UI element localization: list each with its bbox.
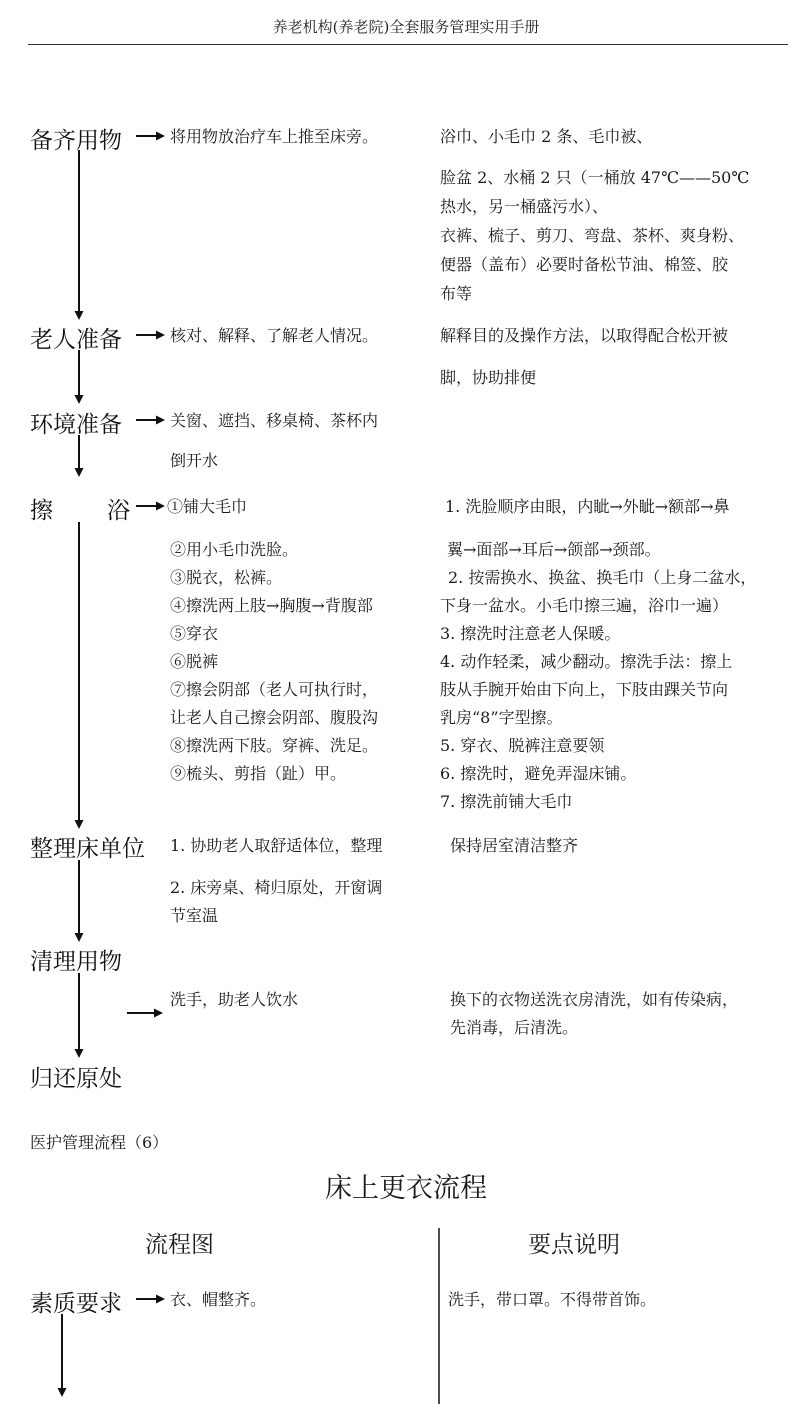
action-env-2: 倒开水 bbox=[170, 451, 219, 470]
section-label: 医护管理流程（6） bbox=[30, 1133, 169, 1152]
bath-action-3: ③脱衣，松裤。 bbox=[170, 568, 283, 587]
note-clean-1: 换下的衣物送洗衣房清洗，如有传染病， bbox=[450, 990, 739, 1009]
bath-note-9: 5. 穿衣、脱裤注意要领 bbox=[440, 736, 605, 755]
note-items-2: 脸盆 2、水桶 2 只（一桶放 47℃——50℃ bbox=[440, 168, 750, 187]
note-bed: 保持居室清洁整齐 bbox=[450, 836, 579, 855]
note-elder-1: 解释目的及操作方法，以取得配合松开被 bbox=[440, 326, 729, 345]
step-bath-1: 擦 bbox=[30, 498, 53, 524]
bath-action-6: ⑥脱裤 bbox=[170, 652, 219, 671]
bath-note-6: 4. 动作轻柔，减少翻动。擦洗手法：擦上 bbox=[440, 652, 733, 671]
bed-action-2: 2. 床旁桌、椅归原处，开窗调 bbox=[170, 878, 383, 897]
bath-note-8: 乳房“8”字型擦。 bbox=[440, 708, 563, 727]
bath-action-7: ⑦擦会阴部（老人可执行时， bbox=[170, 680, 379, 699]
note-items-3: 热水，另一桶盛污水）、 bbox=[440, 197, 609, 216]
action-prepare-items: 将用物放治疗车上推至床旁。 bbox=[170, 127, 379, 146]
bath-note-10: 6. 擦洗时，避免弄湿床铺。 bbox=[440, 764, 637, 783]
note-elder-2: 脚，协助排便 bbox=[440, 368, 537, 387]
note-items-4: 衣裤、梳子、剪刀、弯盘、茶杯、爽身粉、 bbox=[440, 226, 745, 245]
step-return: 归还原处 bbox=[30, 1066, 122, 1092]
bed-action-1: 1. 协助老人取舒适体位，整理 bbox=[170, 836, 383, 855]
bath-note-2: 翼→面部→耳后→颌部→颈部。 bbox=[447, 540, 661, 559]
bath-action-4: ④擦洗两上肢→胸腹→背腹部 bbox=[170, 596, 373, 615]
action-quality: 衣、帽整齐。 bbox=[170, 1290, 267, 1309]
bath-note-1: 1. 洗脸顺序由眼，内眦→外眦→额部→鼻 bbox=[445, 497, 730, 516]
bed-action-3: 节室温 bbox=[170, 906, 219, 925]
step-make-bed: 整理床单位 bbox=[30, 836, 145, 862]
bath-action-8: 让老人自己擦会阴部、腹股沟 bbox=[170, 708, 379, 727]
note-clean-2: 先消毒，后清洗。 bbox=[450, 1018, 579, 1037]
bath-note-3: 2. 按需换水、换盆、换毛巾（上身二盆水， bbox=[448, 568, 757, 587]
bath-action-2: ②用小毛巾洗脸。 bbox=[170, 540, 299, 559]
bath-note-5: 3. 擦洗时注意老人保暖。 bbox=[440, 624, 621, 643]
page-title: 床上更衣流程 bbox=[325, 1173, 487, 1204]
note-items-6: 布等 bbox=[440, 284, 473, 303]
note-items-5: 便器（盖布）必要时备松节油、棉签、胶 bbox=[440, 255, 729, 274]
page-header: 养老机构(养老院)全套服务管理实用手册 bbox=[272, 18, 540, 36]
column-header-notes: 要点说明 bbox=[528, 1232, 620, 1258]
note-quality: 洗手，带口罩。不得带首饰。 bbox=[448, 1290, 657, 1309]
bath-action-1: ①铺大毛巾 bbox=[167, 497, 248, 516]
bath-note-11: 7. 擦洗前铺大毛巾 bbox=[440, 792, 573, 811]
bath-action-5: ⑤穿衣 bbox=[170, 624, 219, 643]
bath-action-9: ⑧擦洗两下肢。穿裤、洗足。 bbox=[170, 736, 379, 755]
bath-note-4: 下身一盆水。小毛巾擦三遍，浴巾一遍） bbox=[440, 596, 729, 615]
step-prepare-elder: 老人准备 bbox=[30, 327, 122, 353]
step-quality: 素质要求 bbox=[30, 1291, 122, 1317]
step-prepare-items: 备齐用物 bbox=[30, 128, 122, 154]
bath-action-10: ⑨梳头、剪指（趾）甲。 bbox=[170, 764, 347, 783]
step-clean-items: 清理用物 bbox=[30, 949, 122, 975]
note-items-1: 浴巾、小毛巾 2 条、毛巾被、 bbox=[440, 127, 653, 146]
column-header-flow: 流程图 bbox=[145, 1232, 214, 1258]
bath-note-7: 肢从手腕开始由下向上，下肢由踝关节向 bbox=[440, 680, 729, 699]
step-prepare-env: 环境准备 bbox=[30, 412, 122, 438]
action-env-1: 关窗、遮挡、移桌椅、茶杯内 bbox=[170, 411, 379, 430]
clean-action: 洗手，助老人饮水 bbox=[170, 990, 299, 1009]
action-prepare-elder: 核对、解释、了解老人情况。 bbox=[170, 326, 379, 345]
step-bath-2: 浴 bbox=[107, 498, 130, 524]
